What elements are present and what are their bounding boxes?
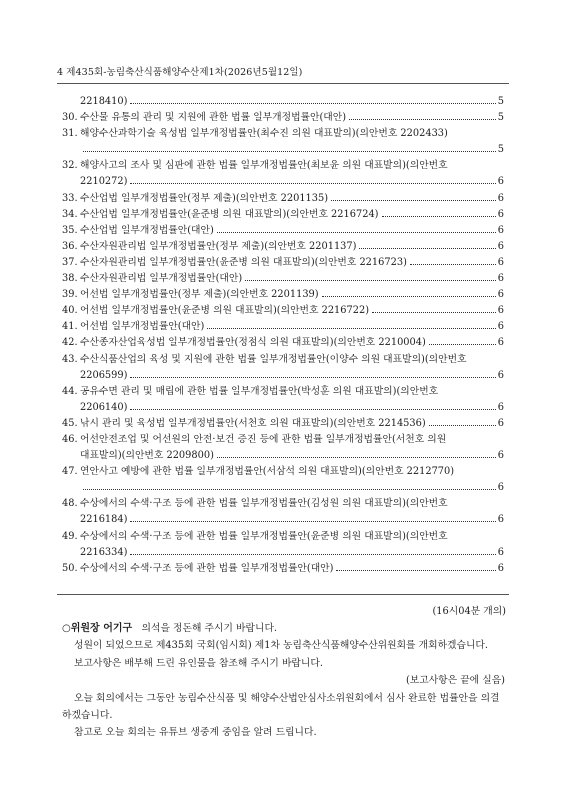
agenda-page-number: 6 <box>497 546 504 558</box>
dot-leader <box>130 409 495 410</box>
agenda-page-number: 5 <box>497 112 504 124</box>
agenda-leader-line <box>80 368 504 384</box>
agenda-leader-line <box>80 561 504 577</box>
agenda-number: 36. <box>62 240 78 252</box>
agenda-number: 32. <box>62 160 78 172</box>
agenda-item <box>62 303 504 319</box>
agenda-list <box>62 94 504 577</box>
agenda-leader-line <box>80 480 504 496</box>
agenda-item <box>62 158 504 190</box>
agenda-item <box>62 271 504 287</box>
dot-leader <box>382 216 496 217</box>
agenda-leader-line <box>80 319 504 335</box>
agenda-item <box>62 223 504 239</box>
agenda-title: 어선법 일부개정법률안(대안) <box>80 321 205 333</box>
agenda-number: 49. <box>62 530 78 542</box>
agenda-item <box>62 561 504 577</box>
agenda-page-number: 6 <box>497 562 504 574</box>
agenda-number: 44. <box>62 385 78 397</box>
agenda-number: 48. <box>62 498 78 510</box>
agenda-title: 어선법 일부개정법률안(정부 제출)(의안번호 2201139) <box>80 289 319 301</box>
agenda-title-line: 수산식품산업의 육성 및 지원에 관한 법률 일부개정법률안(이양수 의원 대표발의)(의안번호 <box>80 353 467 365</box>
agenda-number: 42. <box>62 337 78 349</box>
agenda-page-number: 6 <box>497 289 504 301</box>
report-note: (보고사항은 끝에 실음) <box>405 675 505 687</box>
agenda-leader-line <box>80 400 504 416</box>
dot-leader <box>336 570 495 571</box>
agenda-leader-line <box>80 239 504 255</box>
dot-leader <box>130 183 495 184</box>
agenda-title: 2216334) <box>80 546 128 558</box>
agenda-title: 수산업법 일부개정법률안(정부 제출)(의안번호 2201135) <box>80 192 329 204</box>
agenda-number: 34. <box>62 208 78 220</box>
agenda-title-line: 공유수면 관리 및 매립에 관한 법률 일부개정법률안(박성훈 의원 대표발의)(의안번호 <box>80 385 439 397</box>
agenda-item <box>62 335 504 351</box>
dot-leader <box>217 232 496 233</box>
agenda-title: 수상에서의 수색·구조 등에 관한 법률 일부개정법률안(대안) <box>80 562 334 574</box>
agenda-item <box>62 496 504 528</box>
agenda-item <box>62 432 504 464</box>
agenda-leader-line <box>80 255 504 271</box>
dot-leader <box>83 151 496 152</box>
agenda-leader-line <box>80 303 504 319</box>
agenda-title: 2216184) <box>80 514 128 526</box>
dot-leader <box>130 103 495 104</box>
agenda-page-number: 6 <box>497 337 504 349</box>
dot-leader <box>245 280 496 281</box>
agenda-leader-line <box>80 271 504 287</box>
agenda-number: 30. <box>62 112 78 124</box>
agenda-page-number: 5 <box>497 144 504 156</box>
speaker-line <box>62 620 507 637</box>
header-rule <box>57 83 509 84</box>
agenda-title: 수산업법 일부개정법률안(윤준병 의원 대표발의)(의안번호 2216724) <box>80 208 379 220</box>
agenda-page-number: 6 <box>497 369 504 381</box>
dot-leader <box>207 328 495 329</box>
agenda-item <box>62 384 504 416</box>
agenda-item <box>62 239 504 255</box>
agenda-page-number: 6 <box>497 417 504 429</box>
dot-leader <box>429 425 496 426</box>
agenda-item <box>62 416 504 432</box>
agenda-title-line: 해양수산과학기술 육성법 일부개정법률안(최수진 의원 대표발의)(의안번호 2202433) <box>80 128 448 140</box>
agenda-leader-line <box>80 191 504 207</box>
dot-leader <box>217 457 496 458</box>
agenda-title: 수산자원관리법 일부개정법률안(윤준병 의원 대표발의)(의안번호 2216723) <box>80 256 407 268</box>
agenda-title: 2218410) <box>80 96 128 107</box>
agenda-number: 37. <box>62 256 78 268</box>
section-divider <box>57 594 509 595</box>
agenda-item <box>62 207 504 223</box>
speech-paragraph: 참고로 오늘 회의는 유튜브 생중계 중임을 알려 드립니다. <box>74 727 317 739</box>
dot-leader <box>130 521 495 522</box>
dot-leader <box>429 344 496 345</box>
agenda-page-number: 5 <box>497 96 504 107</box>
agenda-page-number: 6 <box>497 240 504 252</box>
agenda-page-number: 6 <box>497 224 504 236</box>
agenda-number: 46. <box>62 433 78 445</box>
speech-paragraphs <box>62 637 507 741</box>
agenda-title-line: 연안사고 예방에 관한 법률 일부개정법률안(서삼석 의원 대표발의)(의안번호 2212770) <box>80 466 455 478</box>
agenda-number: 47. <box>62 466 78 478</box>
agenda-number: 40. <box>62 305 78 317</box>
page-header: 4 제435회-농림축산식품해양수산제1차(2026년5월12일) <box>57 67 303 78</box>
speaker-label: 위원장 어기구 <box>70 623 133 634</box>
dot-leader <box>331 200 496 201</box>
agenda-leader-line <box>80 223 504 239</box>
agenda-leader-line <box>80 287 504 303</box>
agenda-page-number: 6 <box>497 514 504 526</box>
speaker-name <box>62 623 132 634</box>
agenda-number: 41. <box>62 321 78 333</box>
agenda-title: 수산업법 일부개정법률안(대안) <box>80 224 214 236</box>
agenda-page-number: 6 <box>497 401 504 413</box>
agenda-page-number: 6 <box>497 176 504 188</box>
agenda-title: 2206140) <box>80 401 128 413</box>
agenda-title-line: 어선안전조업 및 어선원의 안전·보건 증진 등에 관한 법률 일부개정법률안(서천호 의원 <box>80 433 447 445</box>
dot-leader <box>130 554 495 555</box>
agenda-title: 수산종자산업육성법 일부개정법률안(정점식 의원 대표발의)(의안번호 2210004) <box>80 337 426 349</box>
dot-leader <box>83 489 496 490</box>
agenda-title: 어선법 일부개정법률안(윤준병 의원 대표발의)(의안번호 2216722) <box>80 305 370 317</box>
agenda-item <box>62 529 504 561</box>
agenda-leader-line <box>80 416 504 432</box>
agenda-title: 수산자원관리법 일부개정법률안(대안) <box>80 273 243 285</box>
agenda-page-number: 6 <box>497 208 504 220</box>
agenda-leader-line <box>80 174 504 190</box>
agenda-page-number: 6 <box>497 482 504 494</box>
agenda-title: 수산자원관리법 일부개정법률안(정부 제출)(의안번호 2201137) <box>80 240 357 252</box>
speech-paragraph: 성원이 되었으므로 제435회 국회(임시회) 제1차 농림축산식품해양수산위원회를 개회하겠습니다. <box>74 640 488 652</box>
agenda-leader-line <box>80 545 504 561</box>
agenda-item <box>62 94 504 110</box>
agenda-item <box>62 352 504 384</box>
agenda-item <box>62 255 504 271</box>
agenda-title-line: 수상에서의 수색·구조 등에 관한 법률 일부개정법률안(김성원 의원 대표발의)(의안번호 <box>80 498 448 510</box>
agenda-number: 35. <box>62 224 78 236</box>
agenda-leader-line <box>80 335 504 351</box>
agenda-leader-line <box>80 207 504 223</box>
agenda-title: 2206599) <box>80 369 128 381</box>
dot-leader <box>349 119 496 120</box>
agenda-page-number: 6 <box>497 256 504 268</box>
agenda-leader-line <box>80 110 504 126</box>
agenda-number: 45. <box>62 417 78 429</box>
agenda-number: 31. <box>62 128 78 140</box>
agenda-title: 수산물 유통의 관리 및 지원에 관한 법률 일부개정법률안(대안) <box>80 112 347 124</box>
agenda-leader-line <box>80 512 504 528</box>
agenda-number: 39. <box>62 289 78 301</box>
agenda-page-number: 6 <box>497 305 504 317</box>
agenda-item <box>62 110 504 126</box>
dot-leader <box>130 377 495 378</box>
agenda-title: 2210272) <box>80 176 128 188</box>
agenda-title: 낚시 관리 및 육성법 일부개정법률안(서천호 의원 대표발의)(의안번호 2214536) <box>80 417 426 429</box>
agenda-page-number: 6 <box>497 321 504 333</box>
agenda-page-number: 6 <box>497 450 504 462</box>
agenda-number: 50. <box>62 562 78 574</box>
agenda-item <box>62 191 504 207</box>
agenda-page-number: 6 <box>497 273 504 285</box>
opening-time: (16시04분 개의) <box>432 606 506 617</box>
agenda-page-number: 6 <box>497 192 504 204</box>
agenda-item <box>62 464 504 496</box>
agenda-leader-line <box>80 448 504 464</box>
agenda-title: 대표발의)(의안번호 2209800) <box>80 450 214 462</box>
agenda-number: 43. <box>62 353 78 365</box>
agenda-item <box>62 126 504 158</box>
agenda-leader-line <box>80 94 504 110</box>
dot-leader <box>359 248 495 249</box>
agenda-title-line: 해양사고의 조사 및 심판에 관한 법률 일부개정법률안(최보윤 의원 대표발의)(의안번호 <box>80 160 448 172</box>
speaker-text: 의석을 정돈해 주시기 바랍니다. <box>141 623 278 634</box>
agenda-number: 33. <box>62 192 78 204</box>
speaker-mark: ○ <box>62 623 71 634</box>
agenda-number: 38. <box>62 273 78 285</box>
minutes-body <box>62 620 507 742</box>
dot-leader <box>322 296 496 297</box>
speech-paragraph: 오늘 회의에서는 그동안 농림수산식품 및 해양수산법안심사소위원회에서 심사 완료한 법률안을 의결하겠습니다. <box>62 692 500 722</box>
agenda-item <box>62 319 504 335</box>
agenda-leader-line <box>80 142 504 158</box>
agenda-item <box>62 287 504 303</box>
speech-paragraph: 보고사항은 배부해 드린 유인물을 참조해 주시기 바랍니다. <box>74 657 323 669</box>
dot-leader <box>372 312 496 313</box>
agenda-title-line: 수상에서의 수색·구조 등에 관한 법률 일부개정법률안(윤준병 의원 대표발의)(의안번호 <box>80 530 448 542</box>
dot-leader <box>410 264 496 265</box>
